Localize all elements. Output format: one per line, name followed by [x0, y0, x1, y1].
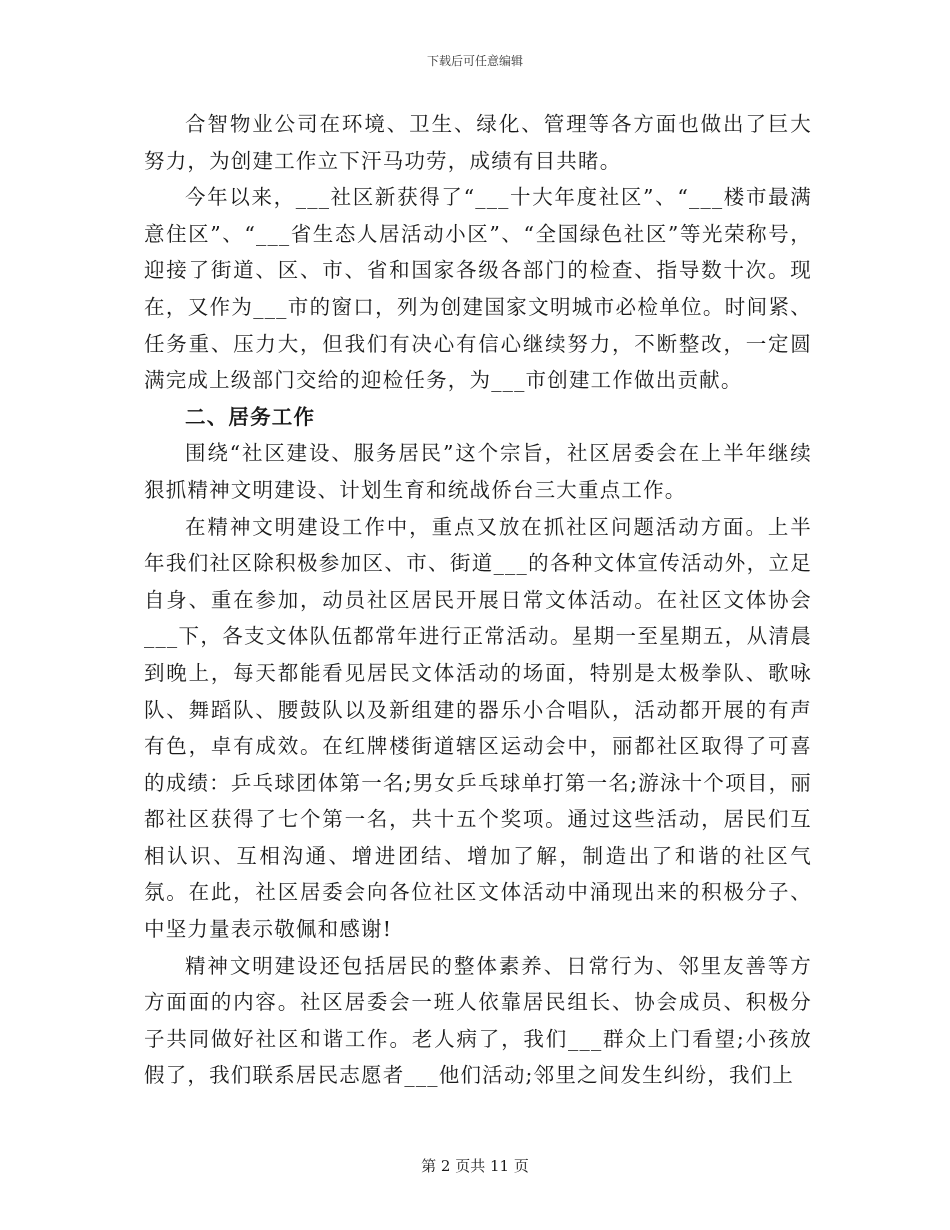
page-header-note: 下载后可任意编辑 — [426, 54, 523, 68]
paragraph-cultural-activities: 在精神文明建设工作中，重点又放在抓社区问题活动方面。上半年我们社区除积极参加区、市、街道___的各种文体宣传活动外，立足自身、重在参加，动员社区居民开展日常文体活动。在社区文体协会___下，各支文体队伍都常年进行正常活动。星期一至星期五，从清晨到晚上，每天都能看见居民文体活动的场面，特别是太极拳队、歌咏队、舞蹈队、腰鼓队以及新组建的器乐小合唱队，活动都开展的有声有色，卓有成效。在红牌楼街道辖区运动会中，丽都社区取得了可喜的成绩：乒乓球团体第一名;男女乒乓球单打第一名;游泳十个项目，丽都社区获得了七个第一名，共十五个奖项。通过这些活动，居民们互相认识、互相沟通、增进团结、增加了解，制造出了和谐的社区气氛。在此，社区居委会向各位社区文体活动中涌现出来的积极分子、中坚力量表示敬佩和感谢! — [144, 514, 812, 942]
paragraph-purpose: 围绕“社区建设、服务居民”这个宗旨，社区居委会在上半年继续狠抓精神文明建设、计划生育和统战侨台三大重点工作。 — [144, 441, 812, 502]
document-body — [144, 106, 812, 1094]
paragraph-community-harmony: 精神文明建设还包括居民的整体素养、日常行为、邻里友善等方方面面的内容。社区居委会一班人依靠居民组长、协会成员、积极分子共同做好社区和谐工作。老人病了，我们___群众上门看望;小孩放假了，我们联系居民志愿者___他们活动;邻里之间发生纠纷，我们上 — [144, 953, 812, 1088]
page-number: 第 2 页共 11 页 — [421, 1157, 529, 1175]
paragraph-honors: 今年以来，___社区新获得了“___十大年度社区”、“___楼市最满意住区”、“___省生态人居活动小区”、“全国绿色社区”等光荣称号，迎接了街道、区、市、省和国家各级各部门的检查、指导数十次。现在，又作为___市的窗口，列为创建国家文明城市必检单位。时间紧、任务重、压力大，但我们有决心有信心继续努力，不断整改，一定圆满完成上级部门交给的迎检任务，为___市创建工作做出贡献。 — [144, 185, 812, 393]
section-heading-resident-affairs: 二、居务工作 — [185, 404, 316, 429]
paragraph-property-company: 合智物业公司在环境、卫生、绿化、管理等各方面也做出了巨大努力，为创建工作立下汗马功劳，成绩有目共睹。 — [144, 112, 812, 173]
